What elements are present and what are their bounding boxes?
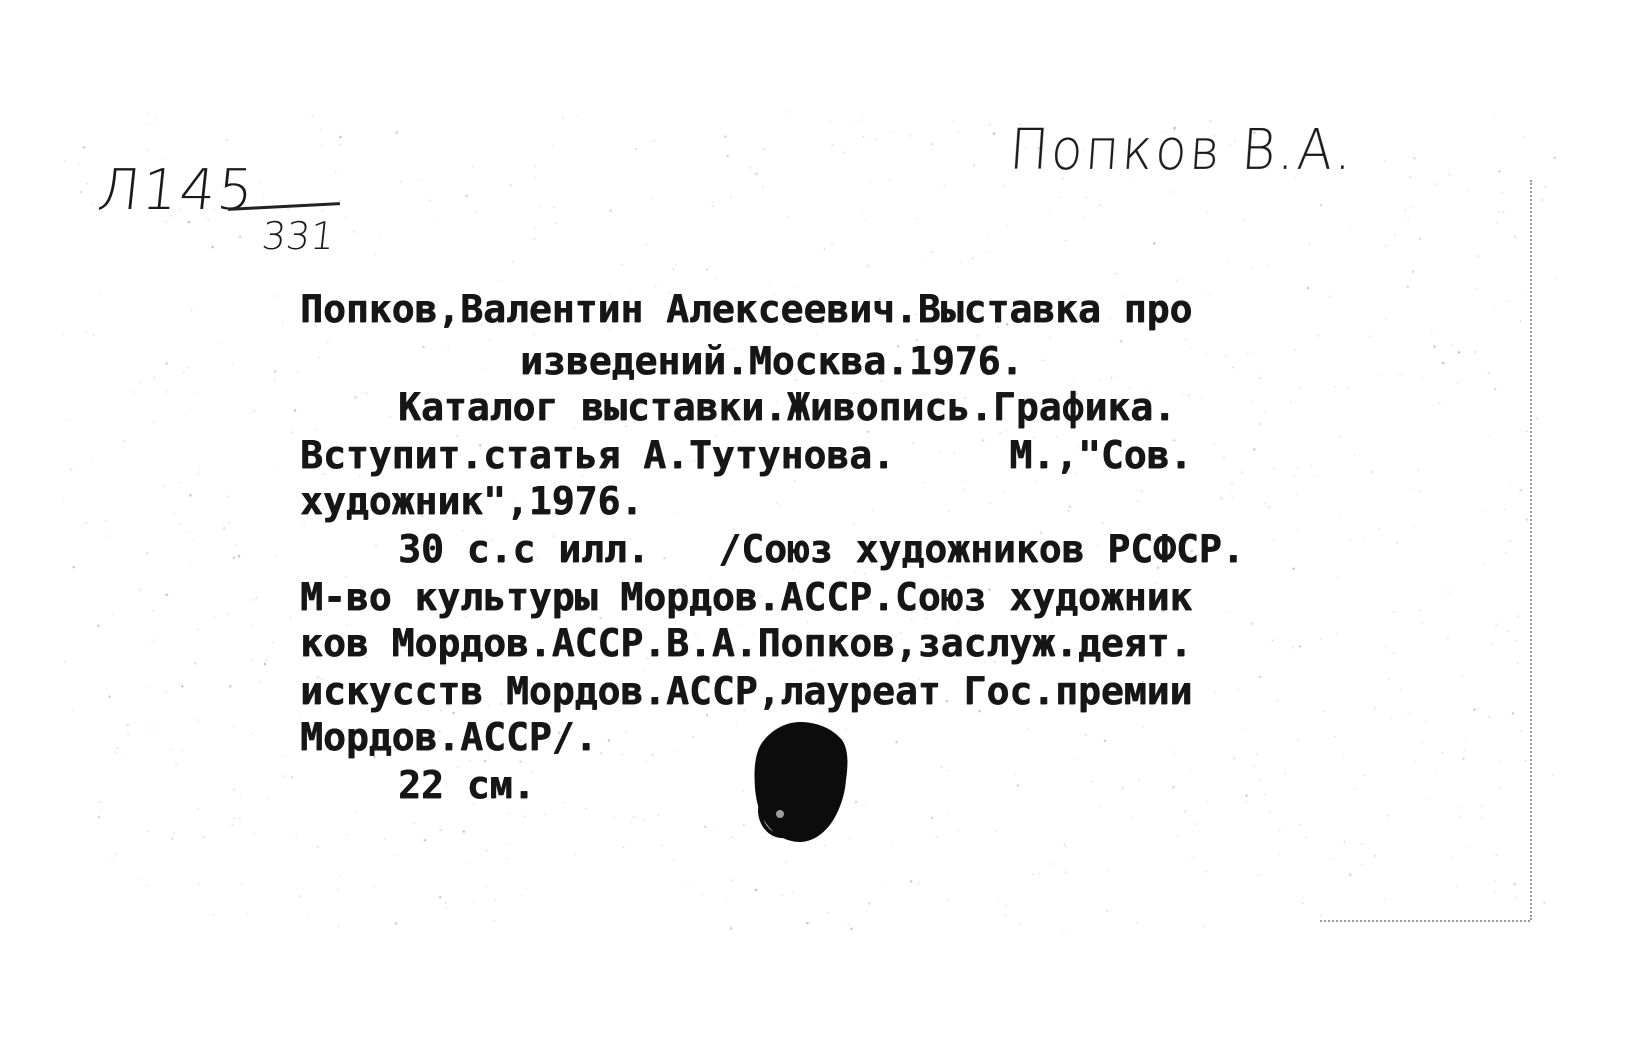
- record-line: Мордов.АССР/.: [300, 715, 598, 759]
- record-line: М-во культуры Мордов.АССР.Союз художник: [300, 575, 1193, 619]
- record-line: художник",1976.: [300, 479, 644, 523]
- handwritten-author-heading: Попков В.А.: [1007, 118, 1357, 183]
- ink-blot: [750, 718, 850, 848]
- record-line: 22 см.: [398, 763, 536, 807]
- record-line: Вступит.статья А.Тутунова. М.,"Сов.: [300, 433, 1193, 477]
- record-line: 30 с.с илл. /Союз художников РСФСР.: [398, 527, 1245, 571]
- record-line: ков Мордов.АССР.В.А.Попков,заслуж.деят.: [300, 621, 1193, 665]
- shelf-mark: Л145: [94, 158, 259, 223]
- card-edge-right: [1530, 180, 1532, 920]
- card-edge-bottom: [1320, 920, 1530, 922]
- record-line: Попков,Валентин Алексеевич.Выставка про: [300, 287, 1193, 331]
- record-line: Каталог выставки.Живопись.Графика.: [398, 385, 1176, 429]
- record-line: изведений.Москва.1976.: [520, 339, 1024, 383]
- record-line: искусств Мордов.АССР,лауреат Гос.премии: [300, 669, 1193, 713]
- shelf-mark-number: 331: [259, 214, 337, 258]
